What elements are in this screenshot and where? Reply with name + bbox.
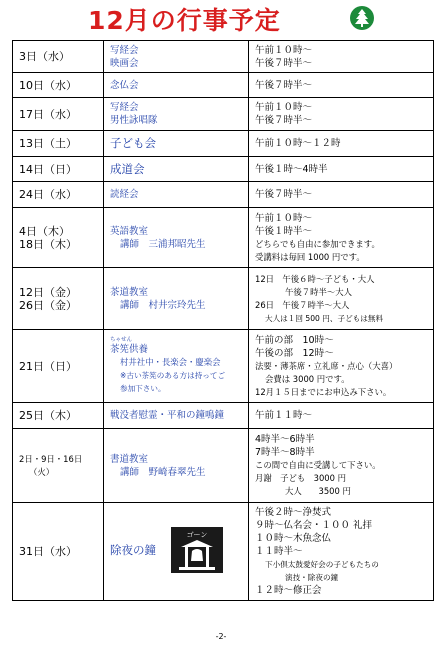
text-line: どちらでも自由に参加できます。 xyxy=(255,238,380,249)
time-cell xyxy=(249,268,434,330)
text-line: 12日 午後６時～子ども・大人 xyxy=(255,273,375,284)
table-row xyxy=(13,403,434,429)
text-line: 25日（木） xyxy=(19,409,77,422)
text-line: 10日（水） xyxy=(19,78,77,92)
text-line: 午前１０時～ xyxy=(255,212,313,224)
event-cell xyxy=(104,157,249,182)
text-line: 下小倶太鼓愛好会の子どもたちの xyxy=(265,560,379,569)
text-line: 戦没者慰霊・平和の鐘鳴鐘 xyxy=(110,410,225,421)
text-line: 講師 野崎春翠先生 xyxy=(120,466,206,478)
date-cell xyxy=(13,208,104,268)
date-cell xyxy=(13,131,104,157)
text-line: 3日（水） xyxy=(19,50,70,63)
event-cell xyxy=(104,41,249,73)
table-row xyxy=(13,131,434,157)
text-line: 24日（水） xyxy=(19,188,77,201)
table-row xyxy=(13,503,434,601)
date-cell xyxy=(13,73,104,98)
text-line: 午前１０時～ xyxy=(255,44,313,56)
svg-text:ゴーン: ゴーン xyxy=(186,531,208,539)
text-line: 12日（金） xyxy=(19,285,77,299)
page-number: -2- xyxy=(215,632,227,641)
time-cell xyxy=(249,208,434,268)
table-row xyxy=(13,330,434,403)
temple-bell-icon xyxy=(171,527,223,576)
date-cell xyxy=(13,157,104,182)
text-line: １１時半～ xyxy=(255,546,303,557)
text-line: 午後７時半～ xyxy=(255,115,313,126)
text-line: 午前の部 10時～ xyxy=(255,334,334,346)
text-line: 写経会 xyxy=(110,102,139,113)
event-cell xyxy=(104,503,249,601)
text-line: 26日 午後７時半～大人 xyxy=(255,299,350,310)
time-cell xyxy=(249,182,434,208)
time-cell xyxy=(249,429,434,503)
text-line: 写経会 xyxy=(110,44,139,56)
text-line: 午後１時半～ xyxy=(255,225,313,237)
text-line: 講師 三浦邦昭先生 xyxy=(120,238,206,250)
text-line: 男性詠唱隊 xyxy=(110,115,158,126)
date-cell xyxy=(13,98,104,131)
text-line: 17日（水） xyxy=(19,107,77,121)
text-line: 14日（日） xyxy=(19,162,77,176)
text-line: 2日・9日・16日 xyxy=(19,453,83,464)
text-line: 成道会 xyxy=(110,161,145,176)
text-line: 村井社中・長楽会・慶楽会 xyxy=(120,357,221,367)
text-line: この間で自由に受講して下さい。 xyxy=(255,460,381,470)
text-line: 参加下さい。 xyxy=(120,384,166,393)
date-cell xyxy=(13,182,104,208)
text-line: 法要・薄茶席・立礼席・点心（大喜） xyxy=(255,360,398,371)
text-line: 午後２時～浄焚式 xyxy=(255,507,332,518)
text-line: 26日（金） xyxy=(19,298,77,312)
time-cell xyxy=(249,73,434,98)
table-row xyxy=(13,73,434,98)
text-line: 子ども会 xyxy=(110,136,156,150)
table-row xyxy=(13,429,434,503)
table-row xyxy=(13,41,434,73)
text-line: 午後の部 12時～ xyxy=(255,347,334,359)
table-row xyxy=(13,182,434,208)
event-cell xyxy=(104,182,249,208)
text-line: 31日（水） xyxy=(19,545,77,558)
time-cell xyxy=(249,503,434,601)
text-line: 13日（土） xyxy=(19,137,77,150)
text-line: 午後７時半～ xyxy=(255,79,313,91)
text-line: 大人は１回 500 円、子どもは無料 xyxy=(265,313,384,323)
table-row xyxy=(13,157,434,182)
text-line: 21日（日） xyxy=(19,359,77,373)
text-line: 午前１０時～１２時 xyxy=(255,138,341,149)
text-line: 午後７時半～ xyxy=(255,189,313,200)
event-cell xyxy=(104,330,249,403)
time-cell xyxy=(249,330,434,403)
time-cell xyxy=(249,98,434,131)
text-line: （火） xyxy=(29,466,55,477)
date-cell xyxy=(13,403,104,429)
text-line: ※古い茶筅のある方は持ってご xyxy=(120,371,226,380)
event-cell xyxy=(104,403,249,429)
date-cell xyxy=(13,268,104,330)
tree-logo-icon xyxy=(350,6,374,30)
text-line: ９時～仏名会・１００ 礼拝 xyxy=(255,520,373,531)
text-line: 演技・除夜の鐘 xyxy=(285,573,339,582)
text-line: 午後７時半～大人 xyxy=(285,286,352,297)
table-row xyxy=(13,268,434,330)
text-line: 大人 3500 円 xyxy=(285,486,351,496)
text-line: 会費は 3000 円です。 xyxy=(265,373,350,384)
text-line: １０時～木魚念仏 xyxy=(255,533,332,544)
text-line: 7時半～8時半 xyxy=(255,447,315,458)
text-line: 映画会 xyxy=(110,57,139,69)
text-line: 茶筅供養 xyxy=(110,344,149,355)
event-cell xyxy=(104,98,249,131)
text-line: 午前１０時～ xyxy=(255,102,313,113)
time-cell xyxy=(249,403,434,429)
text-line: 書道教室 xyxy=(110,453,149,465)
time-cell xyxy=(249,41,434,73)
time-cell xyxy=(249,131,434,157)
text-line: 4日（木） xyxy=(19,224,70,238)
event-cell xyxy=(104,131,249,157)
event-cell xyxy=(104,429,249,503)
event-cell xyxy=(104,73,249,98)
page-title: 12月の行事予定 xyxy=(88,6,281,35)
date-cell xyxy=(13,330,104,403)
date-cell xyxy=(13,503,104,601)
text-line: 念仏会 xyxy=(110,79,139,91)
time-cell xyxy=(249,157,434,182)
text-line: １２時～修正会 xyxy=(255,585,322,596)
text-line: 午後７時半～ xyxy=(255,57,313,69)
event-cell xyxy=(104,208,249,268)
text-line: 講師 村井宗玲先生 xyxy=(120,299,206,311)
text-line: 受講料は毎回 1000 円です。 xyxy=(255,251,365,262)
text-line: 午後１時～4時半 xyxy=(255,163,328,175)
schedule-table xyxy=(12,40,434,601)
ruby-reading: ちゃせん xyxy=(110,337,133,343)
text-line: 読経会 xyxy=(110,189,139,200)
text-line: 4時半～6時半 xyxy=(255,434,315,445)
text-line: 月謝 子ども 3000 円 xyxy=(255,473,346,483)
table-row xyxy=(13,208,434,268)
text-line: 除夜の鐘 xyxy=(110,543,156,557)
text-line: 茶道教室 xyxy=(110,286,149,298)
table-row xyxy=(13,98,434,131)
text-line: 英語教室 xyxy=(110,225,149,237)
event-cell xyxy=(104,268,249,330)
text-line: 12月１５日までにお申込み下さい。 xyxy=(255,386,392,397)
text-line: 18日（木） xyxy=(19,237,77,251)
text-line: 午前１１時～ xyxy=(255,410,313,421)
date-cell xyxy=(13,429,104,503)
date-cell xyxy=(13,41,104,73)
